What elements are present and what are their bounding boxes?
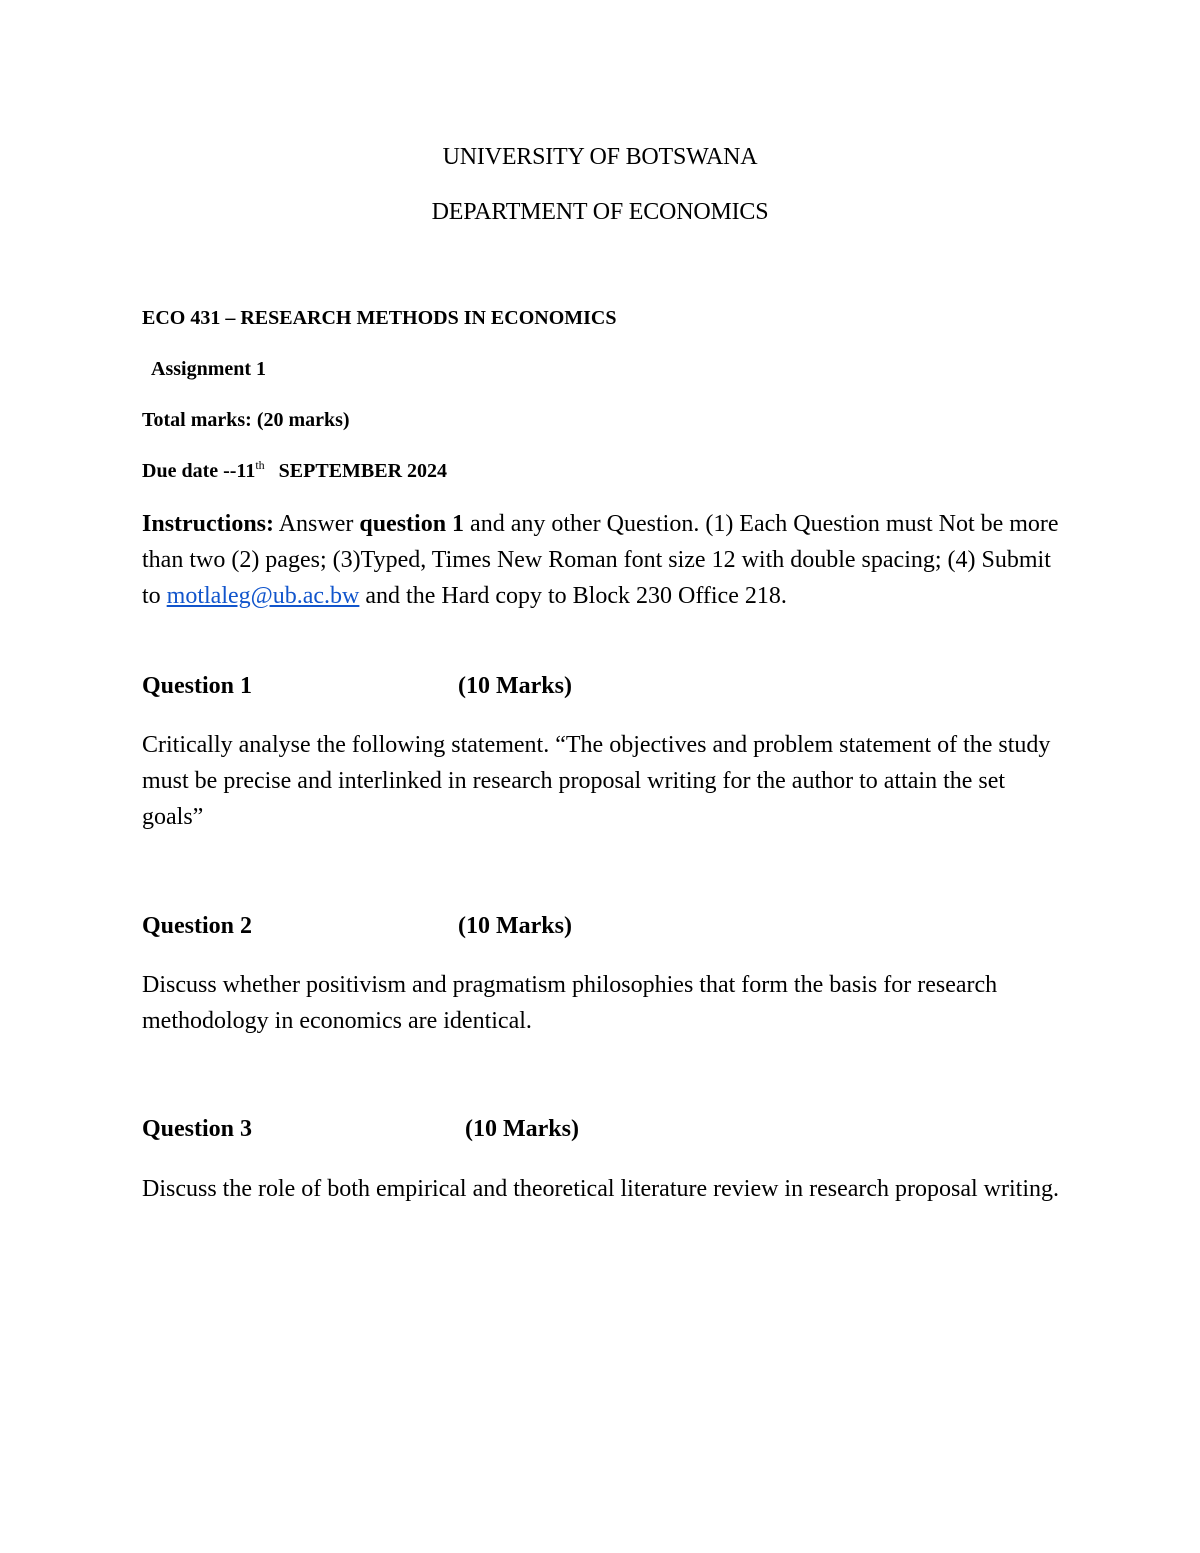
assignment-label: Assignment 1 [151,358,267,380]
question-3-marks: (10 Marks) [465,1116,579,1142]
course-title: ECO 431 – RESEARCH METHODS IN ECONOMICS [142,307,617,329]
due-date-ordinal: th [255,458,265,472]
instructions-question-1: question 1 [359,511,465,537]
total-marks: Total marks: (20 marks) [142,409,350,431]
question-3-text: Discuss the role of both empirical and theoretical literature review in research proposal writing. [142,1176,1060,1202]
instructions-text-2: and any other Question. (1) Each Question must Not be more than two (2) pages; (3)Typed, Times New Roman font size 12 with double spacing; (4) Submit to [142,511,1059,609]
due-date [142,460,447,483]
question-1-marks: (10 Marks) [458,673,572,699]
due-date-prefix: Due date --11 [142,460,256,482]
university-heading: UNIVERSITY OF BOTSWANA [442,144,758,170]
department-heading: DEPARTMENT OF ECONOMICS [431,199,769,225]
due-date-month-year: SEPTEMBER 2024 [278,460,448,482]
question-2-marks: (10 Marks) [458,913,572,939]
question-1-text: Critically analyse the following statement. “The objectives and problem statement of the study must be precise and interlinked in research proposal writing for the author to attain the set goals” [142,732,1051,830]
question-2-text: Discuss whether positivism and pragmatism philosophies that form the basis for research methodology in economics are identical. [142,972,998,1034]
instructions-paragraph [142,506,1072,614]
instructions-label: Instructions: [142,511,275,537]
submission-email-link[interactable]: motlaleg@ub.ac.bw [166,583,360,609]
question-3-title: Question 3 [142,1116,253,1142]
question-2-title: Question 2 [142,913,253,939]
instructions-text-1: Answer [274,511,360,537]
instructions-text-3: and the Hard copy to Block 230 Office 218. [359,583,787,609]
question-1-title: Question 1 [142,673,253,699]
